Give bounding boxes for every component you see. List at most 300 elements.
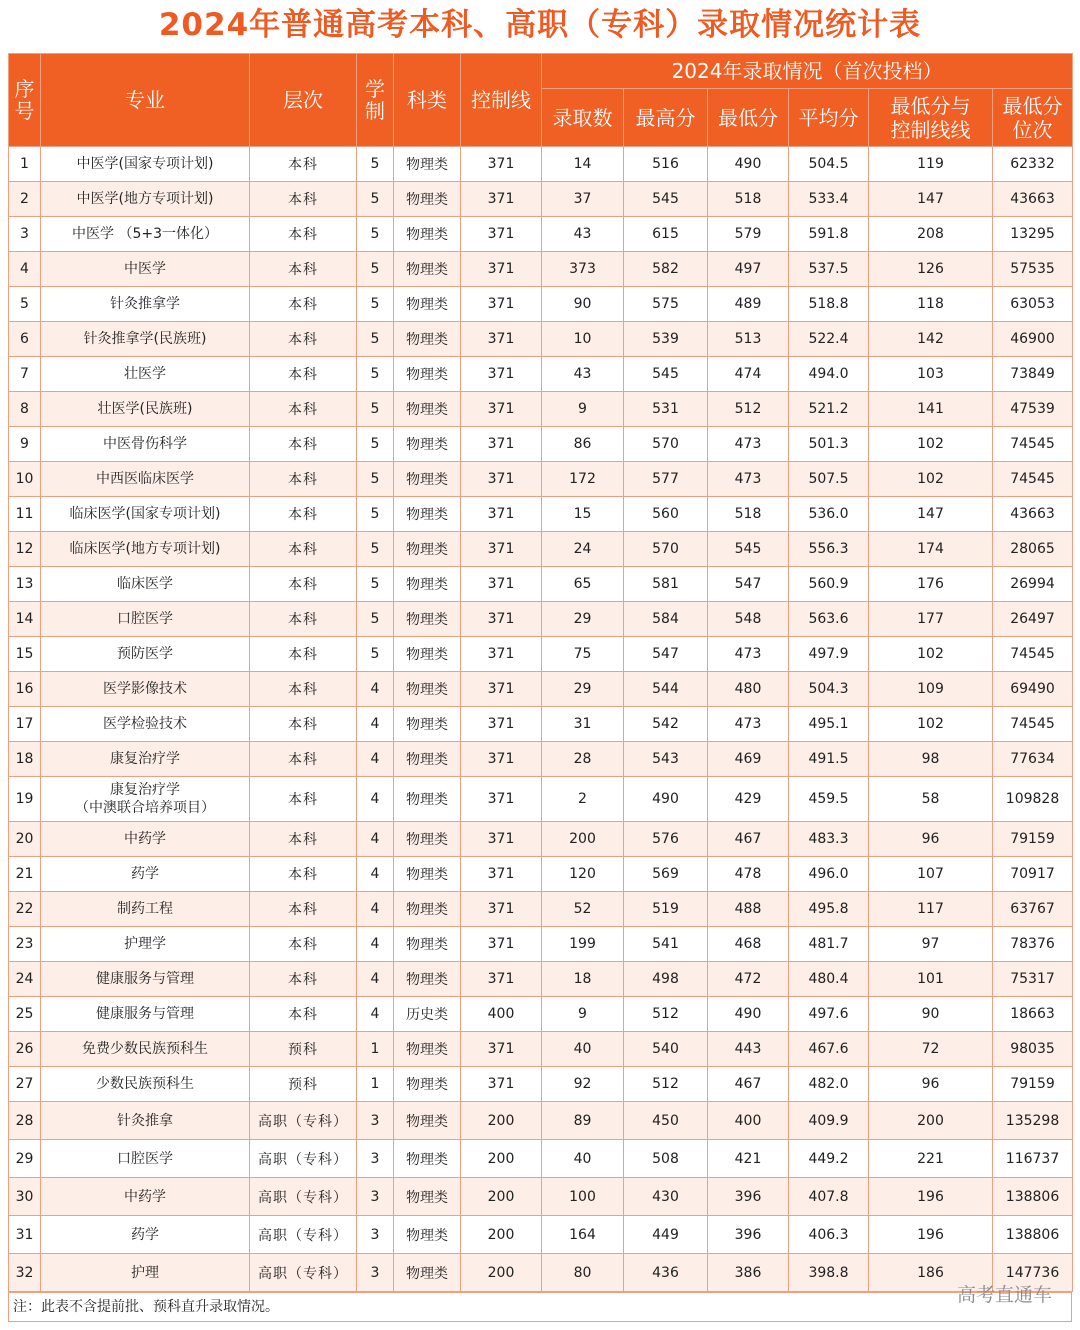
row-level: 本科 [250, 602, 357, 637]
row-min-rank: 74545 [993, 427, 1073, 462]
row-min: 545 [708, 532, 789, 567]
row-seq: 26 [9, 1032, 41, 1067]
row-admitted: 14 [542, 147, 624, 182]
row-seq: 29 [9, 1140, 41, 1178]
row-control-line: 371 [461, 427, 542, 462]
row-major: 中医学(国家专项计划) [41, 147, 250, 182]
row-admitted: 172 [542, 462, 624, 497]
row-min-minus-control: 208 [869, 217, 993, 252]
row-min: 473 [708, 707, 789, 742]
table-row [9, 892, 1073, 927]
row-level: 本科 [250, 892, 357, 927]
row-min-rank: 98035 [993, 1032, 1073, 1067]
row-min-rank: 79159 [993, 1067, 1073, 1102]
row-category: 物理类 [394, 1254, 461, 1292]
row-seq: 13 [9, 567, 41, 602]
row-control-line: 371 [461, 532, 542, 567]
row-max: 512 [624, 1067, 708, 1102]
row-seq: 22 [9, 892, 41, 927]
row-years: 4 [357, 742, 394, 777]
row-min-minus-control: 98 [869, 742, 993, 777]
row-control-line: 200 [461, 1140, 542, 1178]
header-admitted: 录取数 [542, 89, 624, 147]
row-major: 康复治疗学 [41, 742, 250, 777]
row-min: 512 [708, 392, 789, 427]
row-control-line: 371 [461, 147, 542, 182]
row-min-rank: 116737 [993, 1140, 1073, 1178]
row-seq: 28 [9, 1102, 41, 1140]
row-seq: 23 [9, 927, 41, 962]
row-avg: 449.2 [789, 1140, 869, 1178]
row-max: 582 [624, 252, 708, 287]
row-min-rank: 147736 [993, 1254, 1073, 1292]
row-category: 物理类 [394, 822, 461, 857]
row-level: 本科 [250, 962, 357, 997]
row-major: 中医骨伤科学 [41, 427, 250, 462]
row-min-minus-control: 97 [869, 927, 993, 962]
row-min-rank: 26994 [993, 567, 1073, 602]
row-level: 本科 [250, 427, 357, 462]
row-level: 本科 [250, 672, 357, 707]
row-major: 护理学 [41, 927, 250, 962]
row-control-line: 200 [461, 1216, 542, 1254]
row-admitted: 90 [542, 287, 624, 322]
row-min-rank: 69490 [993, 672, 1073, 707]
row-category: 物理类 [394, 857, 461, 892]
row-avg: 536.0 [789, 497, 869, 532]
row-seq: 16 [9, 672, 41, 707]
row-max: 570 [624, 532, 708, 567]
row-max: 539 [624, 322, 708, 357]
row-admitted: 40 [542, 1032, 624, 1067]
row-min: 497 [708, 252, 789, 287]
row-min-minus-control: 58 [869, 777, 993, 822]
row-avg: 501.3 [789, 427, 869, 462]
row-min: 518 [708, 497, 789, 532]
row-min-minus-control: 118 [869, 287, 993, 322]
row-major: 健康服务与管理 [41, 997, 250, 1032]
table-row [9, 1032, 1073, 1067]
row-max: 543 [624, 742, 708, 777]
row-years: 5 [357, 322, 394, 357]
row-category: 物理类 [394, 1067, 461, 1102]
row-min: 488 [708, 892, 789, 927]
row-category: 物理类 [394, 567, 461, 602]
row-control-line: 371 [461, 672, 542, 707]
row-min: 490 [708, 997, 789, 1032]
table-row [9, 1254, 1073, 1292]
row-min-rank: 109828 [993, 777, 1073, 822]
row-major: 临床医学(地方专项计划) [41, 532, 250, 567]
table-row [9, 962, 1073, 997]
row-major: 临床医学(国家专项计划) [41, 497, 250, 532]
table-row [9, 1216, 1073, 1254]
row-major: 药学 [41, 857, 250, 892]
row-avg: 398.8 [789, 1254, 869, 1292]
table-row [9, 637, 1073, 672]
row-min-rank: 43663 [993, 497, 1073, 532]
row-years: 5 [357, 567, 394, 602]
row-category: 物理类 [394, 707, 461, 742]
header-years: 学制 [357, 54, 394, 147]
row-min: 421 [708, 1140, 789, 1178]
table-row [9, 287, 1073, 322]
row-major: 康复治疗学 （中澳联合培养项目） [41, 777, 250, 822]
row-min-minus-control: 142 [869, 322, 993, 357]
row-min-rank: 75317 [993, 962, 1073, 997]
row-max: 531 [624, 392, 708, 427]
row-years: 1 [357, 1032, 394, 1067]
row-admitted: 29 [542, 602, 624, 637]
row-avg: 507.5 [789, 462, 869, 497]
row-admitted: 199 [542, 927, 624, 962]
row-category: 物理类 [394, 637, 461, 672]
row-max: 560 [624, 497, 708, 532]
row-admitted: 28 [542, 742, 624, 777]
row-category: 物理类 [394, 392, 461, 427]
row-category: 物理类 [394, 962, 461, 997]
row-min-minus-control: 196 [869, 1216, 993, 1254]
row-category: 物理类 [394, 287, 461, 322]
row-major: 预防医学 [41, 637, 250, 672]
row-seq: 4 [9, 252, 41, 287]
row-min-rank: 79159 [993, 822, 1073, 857]
row-min-rank: 62332 [993, 147, 1073, 182]
row-major: 护理 [41, 1254, 250, 1292]
row-min-rank: 47539 [993, 392, 1073, 427]
row-min-rank: 135298 [993, 1102, 1073, 1140]
row-years: 3 [357, 1178, 394, 1216]
row-avg: 563.6 [789, 602, 869, 637]
row-category: 历史类 [394, 997, 461, 1032]
row-control-line: 371 [461, 392, 542, 427]
row-major: 制药工程 [41, 892, 250, 927]
row-avg: 483.3 [789, 822, 869, 857]
row-min: 473 [708, 462, 789, 497]
row-admitted: 29 [542, 672, 624, 707]
row-min-minus-control: 72 [869, 1032, 993, 1067]
row-control-line: 371 [461, 497, 542, 532]
row-control-line: 371 [461, 1032, 542, 1067]
row-control-line: 371 [461, 182, 542, 217]
row-min: 473 [708, 637, 789, 672]
row-major: 针灸推拿 [41, 1102, 250, 1140]
row-min-minus-control: 107 [869, 857, 993, 892]
row-admitted: 200 [542, 822, 624, 857]
row-min-minus-control: 126 [869, 252, 993, 287]
row-admitted: 100 [542, 1178, 624, 1216]
row-seq: 12 [9, 532, 41, 567]
row-control-line: 371 [461, 927, 542, 962]
row-max: 508 [624, 1140, 708, 1178]
row-level: 本科 [250, 147, 357, 182]
row-category: 物理类 [394, 742, 461, 777]
row-admitted: 75 [542, 637, 624, 672]
header-seq: 序号 [9, 54, 41, 147]
row-control-line: 371 [461, 707, 542, 742]
row-category: 物理类 [394, 182, 461, 217]
row-min-minus-control: 103 [869, 357, 993, 392]
row-admitted: 40 [542, 1140, 624, 1178]
row-level: 本科 [250, 857, 357, 892]
row-min-minus-control: 101 [869, 962, 993, 997]
row-avg: 467.6 [789, 1032, 869, 1067]
row-category: 物理类 [394, 1216, 461, 1254]
row-seq: 1 [9, 147, 41, 182]
admission-table [8, 53, 1073, 1292]
row-major: 健康服务与管理 [41, 962, 250, 997]
row-major: 中药学 [41, 1178, 250, 1216]
row-years: 5 [357, 497, 394, 532]
table-row [9, 777, 1073, 822]
table-row [9, 182, 1073, 217]
row-avg: 560.9 [789, 567, 869, 602]
row-level: 本科 [250, 462, 357, 497]
row-level: 本科 [250, 742, 357, 777]
row-control-line: 371 [461, 567, 542, 602]
row-min-minus-control: 176 [869, 567, 993, 602]
row-min-minus-control: 102 [869, 462, 993, 497]
row-min: 513 [708, 322, 789, 357]
row-min: 518 [708, 182, 789, 217]
row-seq: 17 [9, 707, 41, 742]
row-major: 中医学 （5+3一体化） [41, 217, 250, 252]
row-max: 436 [624, 1254, 708, 1292]
row-max: 540 [624, 1032, 708, 1067]
row-avg: 459.5 [789, 777, 869, 822]
row-major: 针灸推拿学 [41, 287, 250, 322]
row-admitted: 373 [542, 252, 624, 287]
row-years: 5 [357, 637, 394, 672]
row-avg: 481.7 [789, 927, 869, 962]
row-max: 576 [624, 822, 708, 857]
row-years: 1 [357, 1067, 394, 1102]
row-level: 本科 [250, 777, 357, 822]
row-control-line: 371 [461, 322, 542, 357]
row-years: 4 [357, 777, 394, 822]
row-max: 430 [624, 1178, 708, 1216]
row-min: 489 [708, 287, 789, 322]
row-max: 498 [624, 962, 708, 997]
row-category: 物理类 [394, 217, 461, 252]
row-years: 4 [357, 707, 394, 742]
row-years: 4 [357, 892, 394, 927]
row-avg: 497.9 [789, 637, 869, 672]
row-avg: 504.5 [789, 147, 869, 182]
row-max: 570 [624, 427, 708, 462]
row-admitted: 120 [542, 857, 624, 892]
table-row [9, 252, 1073, 287]
row-level: 高职（专科） [250, 1216, 357, 1254]
row-level: 高职（专科） [250, 1102, 357, 1140]
row-max: 450 [624, 1102, 708, 1140]
row-major: 中医学 [41, 252, 250, 287]
row-seq: 6 [9, 322, 41, 357]
row-min-rank: 138806 [993, 1178, 1073, 1216]
table-row [9, 822, 1073, 857]
row-min-minus-control: 141 [869, 392, 993, 427]
row-min-minus-control: 102 [869, 427, 993, 462]
row-avg: 406.3 [789, 1216, 869, 1254]
row-years: 5 [357, 602, 394, 637]
row-min: 473 [708, 427, 789, 462]
table-row [9, 927, 1073, 962]
row-seq: 15 [9, 637, 41, 672]
row-min-rank: 46900 [993, 322, 1073, 357]
row-max: 584 [624, 602, 708, 637]
row-major: 口腔医学 [41, 602, 250, 637]
table-row [9, 1102, 1073, 1140]
row-min-minus-control: 177 [869, 602, 993, 637]
row-seq: 25 [9, 997, 41, 1032]
row-admitted: 37 [542, 182, 624, 217]
row-min: 467 [708, 1067, 789, 1102]
row-years: 5 [357, 217, 394, 252]
row-seq: 11 [9, 497, 41, 532]
row-seq: 14 [9, 602, 41, 637]
row-years: 4 [357, 857, 394, 892]
row-min: 467 [708, 822, 789, 857]
row-level: 高职（专科） [250, 1178, 357, 1216]
row-max: 575 [624, 287, 708, 322]
row-min: 443 [708, 1032, 789, 1067]
row-min: 400 [708, 1102, 789, 1140]
row-avg: 533.4 [789, 182, 869, 217]
row-min-minus-control: 147 [869, 182, 993, 217]
row-min: 579 [708, 217, 789, 252]
row-level: 高职（专科） [250, 1254, 357, 1292]
row-avg: 480.4 [789, 962, 869, 997]
table-row [9, 427, 1073, 462]
row-years: 4 [357, 927, 394, 962]
row-min: 472 [708, 962, 789, 997]
table-row [9, 1140, 1073, 1178]
row-years: 4 [357, 997, 394, 1032]
row-avg: 521.2 [789, 392, 869, 427]
row-max: 615 [624, 217, 708, 252]
row-min: 396 [708, 1178, 789, 1216]
row-years: 4 [357, 962, 394, 997]
row-min-minus-control: 186 [869, 1254, 993, 1292]
table-row [9, 147, 1073, 182]
header-control-line: 控制线 [461, 54, 542, 147]
row-min: 429 [708, 777, 789, 822]
row-admitted: 9 [542, 392, 624, 427]
row-admitted: 164 [542, 1216, 624, 1254]
table-body [9, 147, 1073, 1292]
row-control-line: 200 [461, 1178, 542, 1216]
row-min-rank: 26497 [993, 602, 1073, 637]
row-seq: 20 [9, 822, 41, 857]
row-min-minus-control: 102 [869, 637, 993, 672]
row-admitted: 9 [542, 997, 624, 1032]
row-admitted: 24 [542, 532, 624, 567]
table-row [9, 322, 1073, 357]
row-years: 3 [357, 1216, 394, 1254]
row-avg: 496.0 [789, 857, 869, 892]
row-admitted: 52 [542, 892, 624, 927]
row-level: 本科 [250, 497, 357, 532]
row-max: 516 [624, 147, 708, 182]
row-years: 5 [357, 252, 394, 287]
row-major: 中西医临床医学 [41, 462, 250, 497]
row-avg: 495.8 [789, 892, 869, 927]
row-min-minus-control: 147 [869, 497, 993, 532]
row-category: 物理类 [394, 602, 461, 637]
header-level: 层次 [250, 54, 357, 147]
row-min-rank: 70917 [993, 857, 1073, 892]
row-category: 物理类 [394, 497, 461, 532]
row-avg: 495.1 [789, 707, 869, 742]
row-min: 478 [708, 857, 789, 892]
row-control-line: 371 [461, 217, 542, 252]
row-min-rank: 74545 [993, 707, 1073, 742]
row-seq: 21 [9, 857, 41, 892]
row-min-minus-control: 221 [869, 1140, 993, 1178]
row-level: 本科 [250, 567, 357, 602]
row-avg: 556.3 [789, 532, 869, 567]
row-min: 386 [708, 1254, 789, 1292]
row-seq: 18 [9, 742, 41, 777]
row-level: 本科 [250, 392, 357, 427]
row-major: 壮医学(民族班) [41, 392, 250, 427]
row-level: 高职（专科） [250, 1140, 357, 1178]
row-max: 449 [624, 1216, 708, 1254]
row-seq: 10 [9, 462, 41, 497]
row-admitted: 92 [542, 1067, 624, 1102]
row-control-line: 371 [461, 962, 542, 997]
row-control-line: 371 [461, 777, 542, 822]
row-control-line: 371 [461, 742, 542, 777]
row-max: 581 [624, 567, 708, 602]
row-major: 医学检验技术 [41, 707, 250, 742]
row-seq: 8 [9, 392, 41, 427]
row-years: 5 [357, 392, 394, 427]
table-row [9, 1067, 1073, 1102]
row-years: 5 [357, 287, 394, 322]
row-category: 物理类 [394, 1140, 461, 1178]
row-category: 物理类 [394, 322, 461, 357]
table-row [9, 742, 1073, 777]
row-years: 5 [357, 147, 394, 182]
row-max: 577 [624, 462, 708, 497]
header-min: 最低分 [708, 89, 789, 147]
row-years: 5 [357, 357, 394, 392]
row-avg: 494.0 [789, 357, 869, 392]
row-min-rank: 57535 [993, 252, 1073, 287]
row-control-line: 371 [461, 357, 542, 392]
row-min-minus-control: 102 [869, 707, 993, 742]
row-admitted: 43 [542, 217, 624, 252]
table-row [9, 567, 1073, 602]
row-min-rank: 18663 [993, 997, 1073, 1032]
row-avg: 409.9 [789, 1102, 869, 1140]
row-seq: 30 [9, 1178, 41, 1216]
row-major: 针灸推拿学(民族班) [41, 322, 250, 357]
table-row [9, 392, 1073, 427]
row-min-minus-control: 119 [869, 147, 993, 182]
row-category: 物理类 [394, 1102, 461, 1140]
header-category: 科类 [394, 54, 461, 147]
table-row [9, 357, 1073, 392]
table-row [9, 1178, 1073, 1216]
table-row [9, 532, 1073, 567]
row-admitted: 43 [542, 357, 624, 392]
row-years: 5 [357, 532, 394, 567]
row-max: 544 [624, 672, 708, 707]
row-min: 469 [708, 742, 789, 777]
row-control-line: 371 [461, 857, 542, 892]
